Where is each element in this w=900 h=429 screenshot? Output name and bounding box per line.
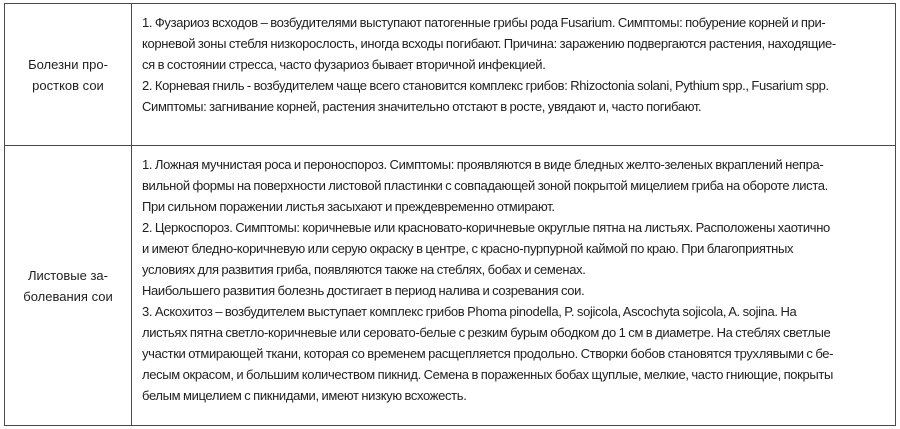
row-label-line: Болезни про- [28, 56, 108, 72]
description-line: лесым окрасом, и большим количеством пикнид. Семена в пораженных бобах щуплые, мелкие, часто гниющие, покрыты [142, 367, 833, 382]
table-row [5, 4, 896, 146]
row-label-line: болевания сои [23, 288, 113, 304]
description-line: Симптомы: загнивание корней, растения значительно отстают в росте, увядают и, часто погибают. [142, 99, 702, 114]
table-row [5, 146, 896, 426]
description-line: вильной формы на поверхности листовой пластинки с совпадающей зоной покрытой мицелием гриба на обороте листа. [142, 178, 828, 193]
row-label-cell [5, 4, 132, 146]
description-line: белым мицелием с пикнидами, имеют низкую всхожесть. [142, 388, 467, 403]
row-label-line: ростков сои [32, 77, 104, 93]
description-line: При сильном поражении листья засыхают и преждевременно отмирают. [142, 199, 555, 214]
description-line: 1. Фузариоз всходов – возбудителями выступают патогенные грибы рода Fusarium. Симптомы: побурение корней и при- [142, 15, 826, 30]
row-label-cell [5, 146, 132, 426]
description-line: 2. Корневая гниль - возбудителем чаще всего становится комплекс грибов: Rhizoctonia solani, Pythium spp., Fusarium spp. [142, 78, 829, 93]
description-line: ся в состоянии стресса, часто фузариоз бывает вторичной инфекцией. [142, 57, 546, 72]
row-label-line: Листовые за- [28, 267, 108, 283]
disease-table [4, 3, 896, 426]
description-line: участки отмирающей ткани, которая со временем расщепляется продольно. Створки бобов становятся трухлявыми с бе- [142, 346, 834, 361]
description-line: 2. Церкоспороз. Симптомы: коричневые или красновато-коричневые округлые пятна на листьях. Расположены хаотично [142, 220, 830, 235]
row-description-cell [132, 146, 896, 426]
description-line: корневой зоны стебля низкорослость, иногда всходы погибают. Причина: заражению подвергаются растения, находящие- [142, 36, 836, 51]
description-line: и имеют бледно-коричневую или серую окраску в центре, с красно-пурпурной каймой по краю. При благоприятных [142, 241, 794, 256]
description-line: листьях пятна светло-коричневые или серовато-белые с резким бурым ободком до 1 см в диаметре. На стеблях светлые [142, 325, 831, 340]
description-line: 3. Аскохитоз – возбудителем выступает комплекс грибов Phoma pinodella, P. sojicola, Ascochyta sojicola, A. sojina. На [142, 304, 797, 319]
description-line: условиях для развития гриба, появляются также на стеблях, бобах и семенах. [142, 262, 586, 277]
description-line: 1. Ложная мучнистая роса и пероноспороз. Симптомы: проявляются в виде бледных желто-зеленых вкраплений непра- [142, 157, 824, 172]
description-line: Наибольшего развития болезнь достигает в период налива и созревания сои. [142, 283, 585, 298]
row-description-cell [132, 4, 896, 146]
